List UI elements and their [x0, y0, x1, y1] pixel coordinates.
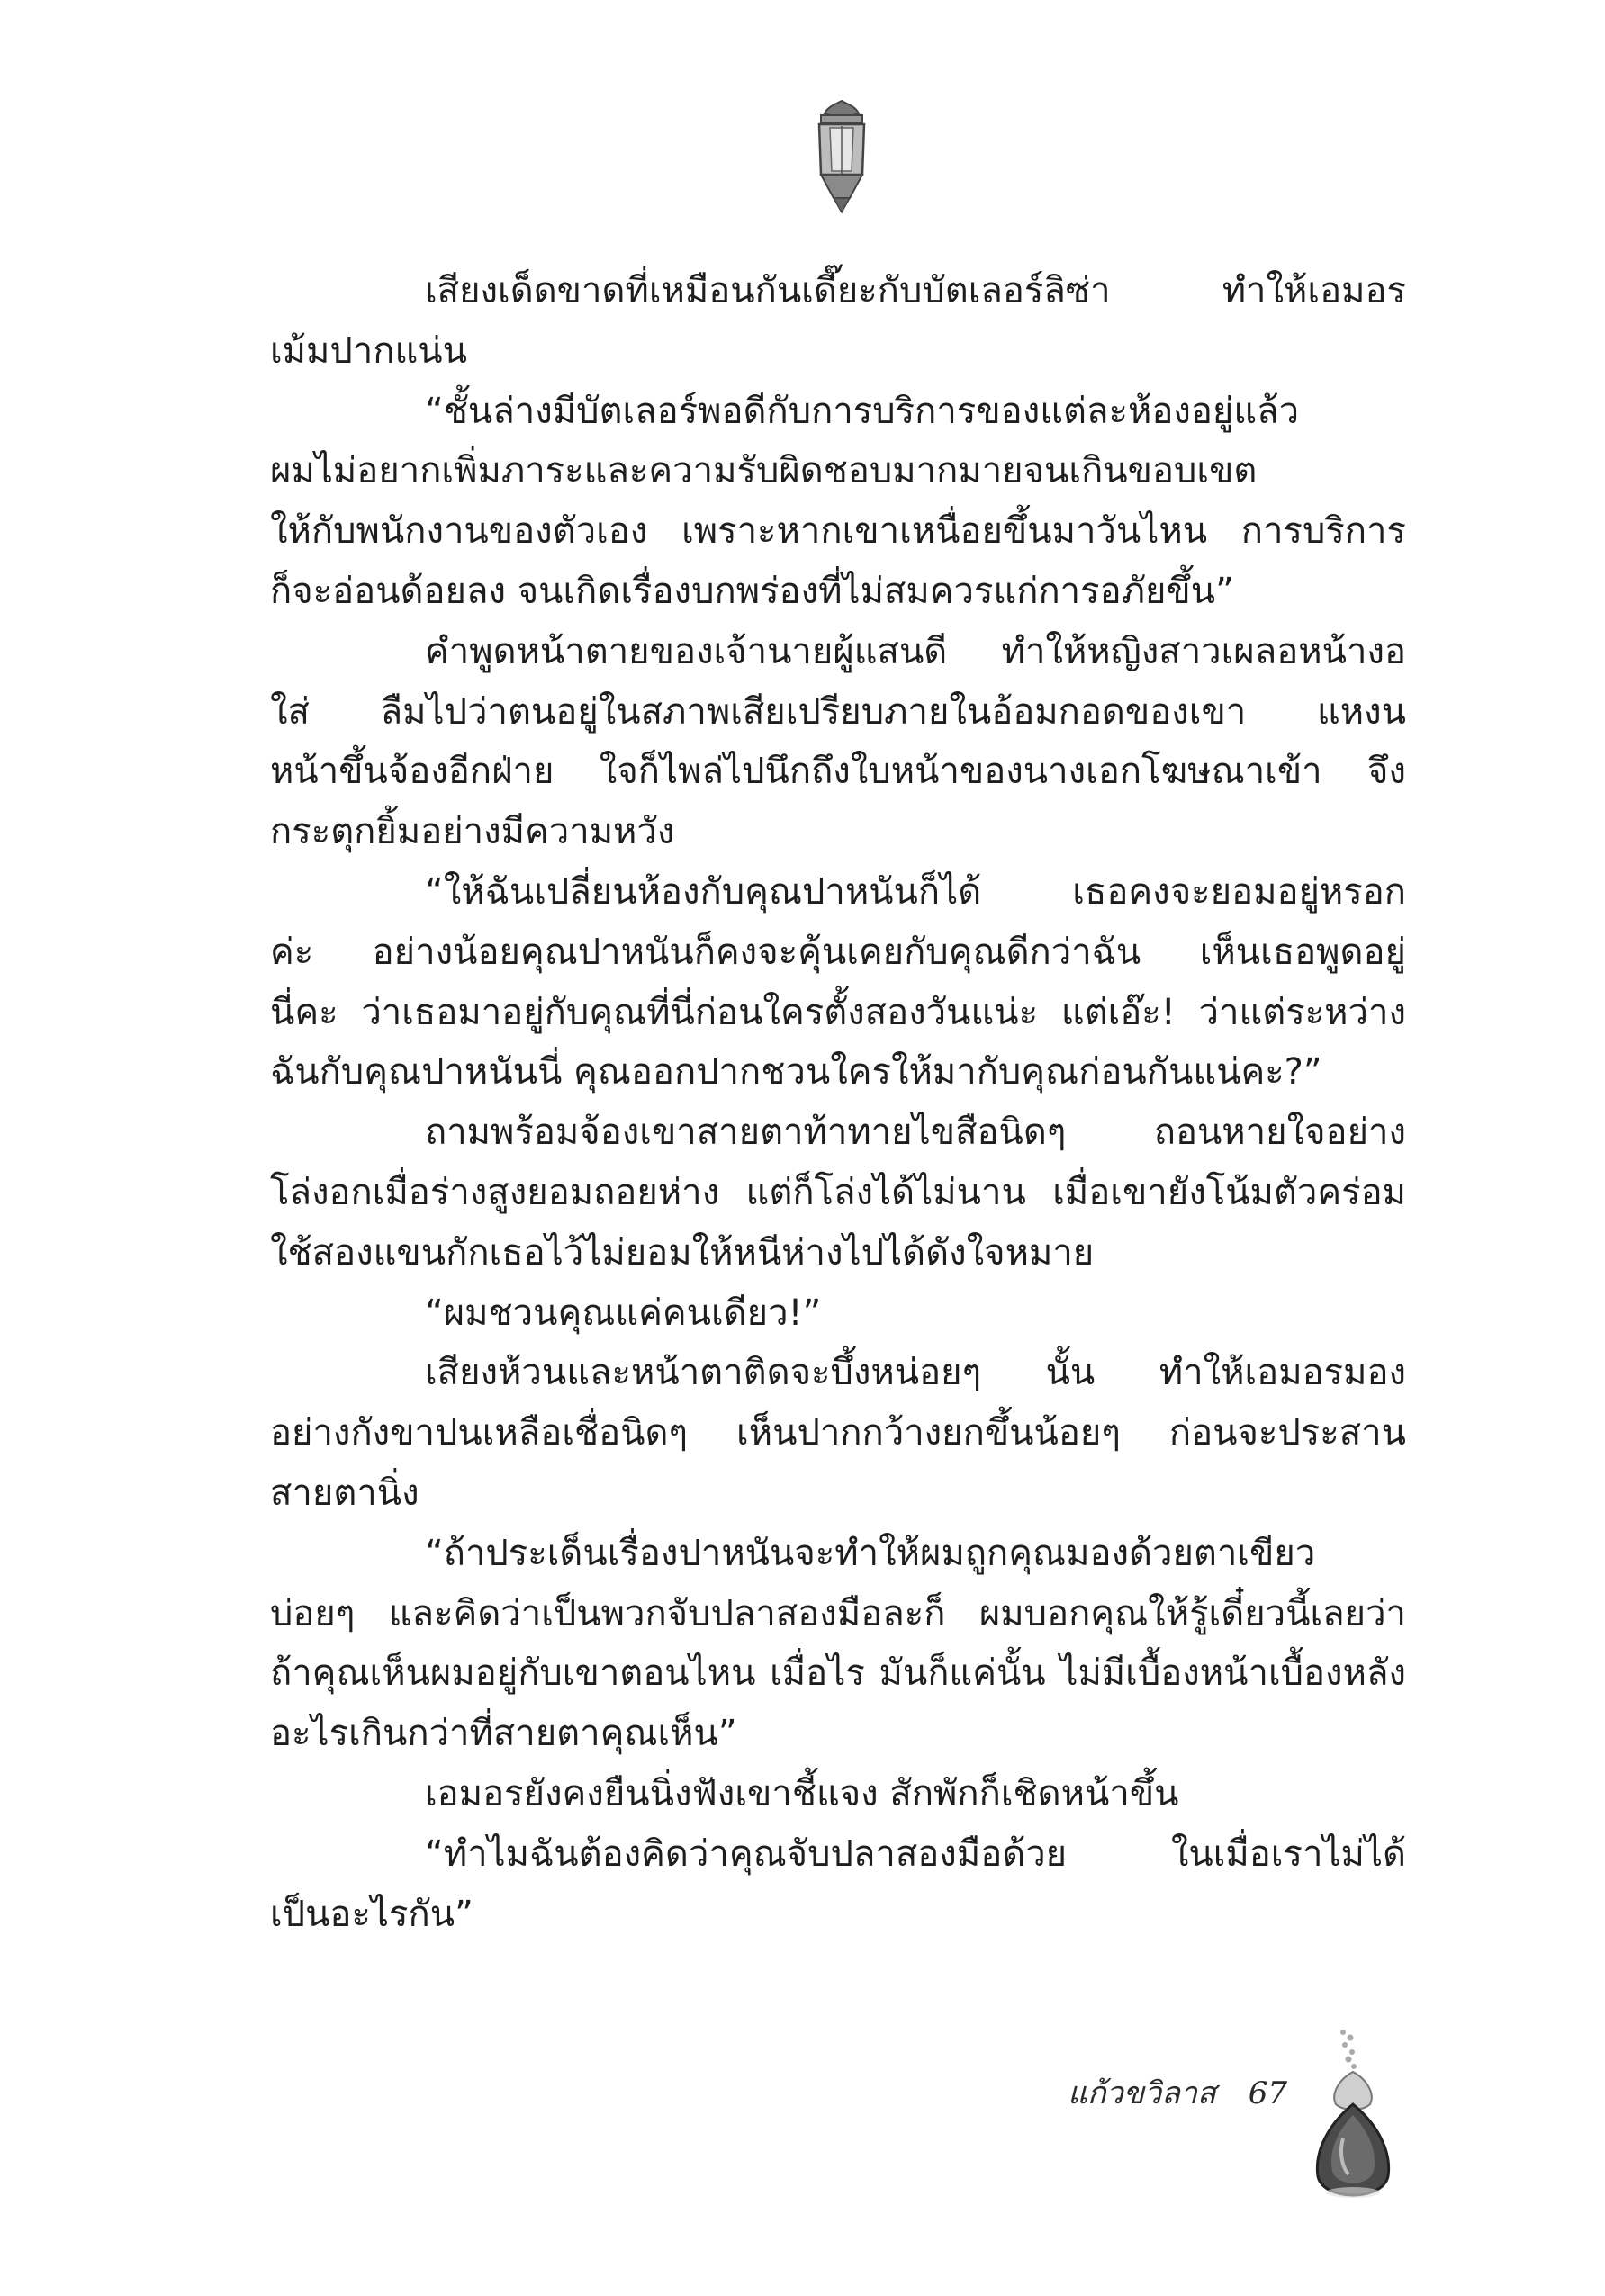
text-line: บ่อยๆ และคิดว่าเป็นพวกจับปลาสองมือละก็ ผมบอกคุณให้รู้เดี๋ยวนี้เลยว่า: [270, 1592, 1406, 1634]
text-line: “ถ้าประเด็นเรื่องปาหนันจะทำให้ผมถูกคุณมองด้วยตาเขียว: [425, 1532, 1316, 1574]
text-line: ค่ะ อย่างน้อยคุณปาหนันก็คงจะคุ้นเคยกับคุณดีกว่าฉัน เห็นเธอพูดอยู่: [270, 931, 1406, 973]
text-line: เม้มปากแน่น: [270, 329, 467, 372]
text-line: หน้าขึ้นจ้องอีกฝ่าย ใจก็ไพล่ไปนึกถึงใบหน้าของนางเอกโฆษณาเข้า จึง: [270, 751, 1406, 793]
page-number: 67: [1248, 2075, 1287, 2111]
gem-pendant-icon: [1303, 2025, 1402, 2214]
text-line: ถามพร้อมจ้องเขาสายตาท้าทายไขสือนิดๆ ถอนหายใจอย่าง: [425, 1112, 1406, 1154]
text-line: “ทำไมฉันต้องคิดว่าคุณจับปลาสองมือด้วย ในเมื่อเราไม่ได้: [425, 1832, 1406, 1875]
text-line: อย่างกังขาปนเหลือเชื่อนิดๆ เห็นปากกว้างยกขึ้นน้อยๆ ก่อนจะประสาน: [270, 1412, 1406, 1454]
text-line: ก็จะอ่อนด้อยลง จนเกิดเรื่องบกพร่องที่ไม่สมควรแก่การอภัยขึ้น”: [270, 570, 1234, 612]
text-line: เอมอรยังคงยืนนิ่งฟังเขาชี้แจง สักพักก็เชิดหน้าขึ้น: [425, 1772, 1179, 1814]
text-line: นี่คะ ว่าเธอมาอยู่กับคุณที่นี่ก่อนใครตั้งสองวันแน่ะ แต่เอ๊ะ! ว่าแต่ระหว่าง: [270, 991, 1406, 1033]
text-line: อะไรเกินกว่าที่สายตาคุณเห็น”: [270, 1713, 737, 1755]
text-line: สายตานิ่ง: [270, 1472, 419, 1514]
text-line: ให้กับพนักงานของตัวเอง เพราะหากเขาเหนื่อยขึ้นมาวันไหน การบริการ: [270, 510, 1406, 553]
page-footer: [945, 2068, 1287, 2117]
text-line: ใช้สองแขนกักเธอไว้ไม่ยอมให้หนีห่างไปได้ดังใจหมาย: [270, 1231, 1095, 1274]
text-line: ผมไม่อยากเพิ่มภาระและความรับผิดชอบมากมายจนเกินขอบเขต: [270, 450, 1258, 492]
text-line: คำพูดหน้าตายของเจ้านายผู้แสนดี ทำให้หญิงสาวเผลอหน้างอ: [425, 630, 1406, 672]
text-line: โล่งอกเมื่อร่างสูงยอมถอยห่าง แต่ก็โล่งได้ไม่นาน เมื่อเขายังโน้มตัวคร่อม: [270, 1171, 1406, 1213]
body-text: [270, 261, 1406, 1944]
text-line: ถ้าคุณเห็นผมอยู่กับเขาตอนไหน เมื่อไร มันก็แค่นั้น ไม่มีเบื้องหน้าเบื้องหลัง: [270, 1652, 1406, 1695]
text-line: “ผมชวนคุณแค่คนเดียว!”: [425, 1292, 822, 1334]
lantern-icon: [808, 97, 875, 214]
text-line: เป็นอะไรกัน”: [270, 1893, 473, 1935]
text-line: “ให้ฉันเปลี่ยนห้องกับคุณปาหนันก็ได้ เธอคงจะยอมอยู่หรอก: [425, 870, 1406, 913]
text-line: “ชั้นล่างมีบัตเลอร์พอดีกับการบริการของแต่ละห้องอยู่แล้ว: [425, 390, 1300, 432]
text-line: กระตุกยิ้มอย่างมีความหวัง: [270, 811, 675, 853]
book-title: แก้วขวิลาส: [1068, 2075, 1216, 2111]
text-line: ฉันกับคุณปาหนันนี่ คุณออกปากชวนใครให้มากับคุณก่อนกันแน่คะ?”: [270, 1051, 1322, 1094]
text-line: เสียงเด็ดขาดที่เหมือนกันเดี๊ยะกับบัตเลอร์ลิซ่า ทำให้เอมอร: [425, 270, 1406, 311]
text-line: เสียงห้วนและหน้าตาติดจะบึ้งหน่อยๆ นั้น ทำให้เอมอรมอง: [425, 1352, 1406, 1394]
text-line: ใส่ ลืมไปว่าตนอยู่ในสภาพเสียเปรียบภายในอ้อมกอดของเขา แหงน: [270, 690, 1406, 733]
